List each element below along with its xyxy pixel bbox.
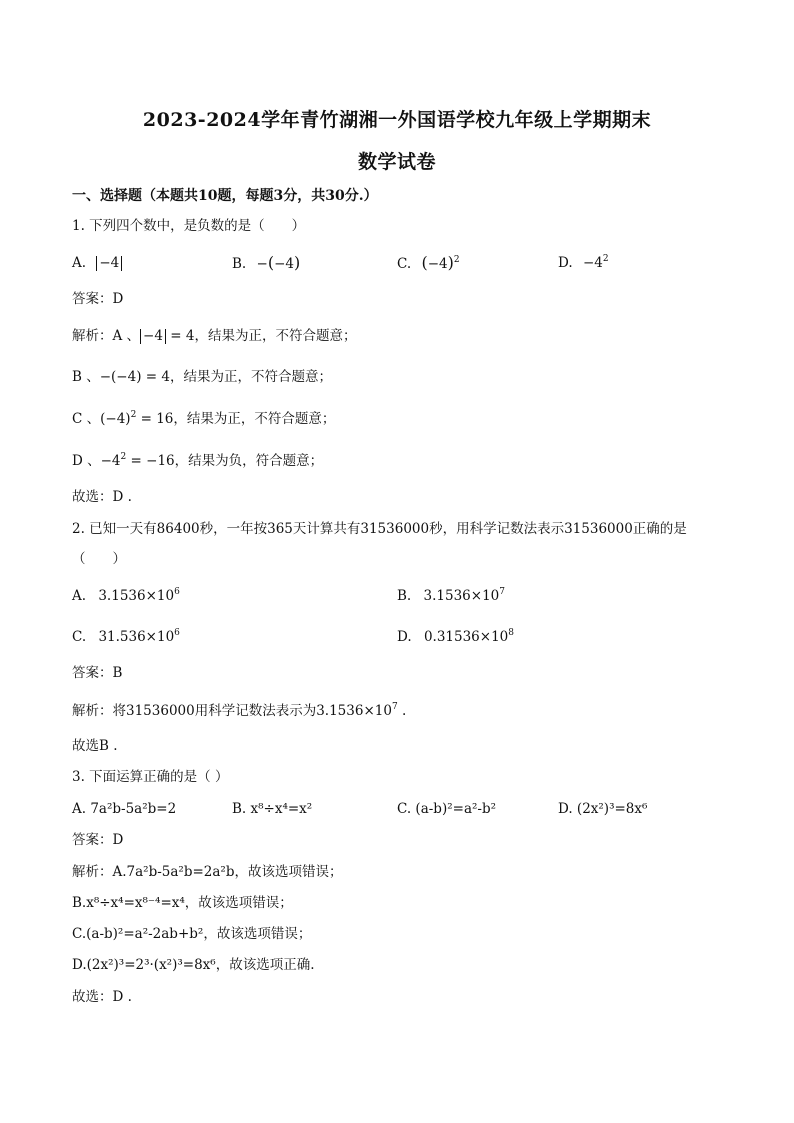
q3-answer: 答案：D — [72, 832, 124, 848]
q1-analysis-b-text: ，结果为正，不符合题意； — [169, 369, 332, 385]
q3-option-b: B. x⁸÷x⁴=x² — [232, 801, 313, 817]
q1-option-c-exp: 2 — [453, 255, 460, 265]
q1-option-b: B. −(−4) — [232, 253, 301, 272]
q1-option-a — [72, 253, 122, 273]
q2-option-a — [72, 586, 180, 606]
q1-analysis-d-label: D 、 — [72, 453, 101, 469]
q3-analysis-b: B.x⁸÷x⁴=x⁸⁻⁴=x⁴，故该选项错误； — [72, 895, 293, 911]
q2-option-b-label: B. — [397, 588, 412, 604]
q3-stem: 3. 下面运算正确的是（ ） — [72, 769, 229, 785]
q2-analysis-exp: 7 — [391, 702, 398, 712]
q2-analysis — [72, 701, 406, 721]
q1-analysis-d-exp: 2 — [120, 452, 127, 462]
q2-option-b-exp: 7 — [499, 587, 505, 597]
q1-analysis-c-eq: = 16 — [136, 411, 174, 427]
q1-analysis-c-exp: 2 — [130, 410, 137, 420]
q3-analysis-a: 解析：A.7a²b-5a²b=2a²b，故该选项错误； — [72, 864, 343, 880]
q2-option-d-label: D. — [397, 629, 412, 645]
q1-analysis-b-label: B 、 — [72, 369, 100, 385]
q2-option-b-value: 3.1536×10 — [423, 588, 500, 604]
q2-stem-line2: （ ） — [72, 551, 126, 567]
q2-analysis-text: 解析：将31536000用科学记数法表示为3.1536×10 — [72, 703, 392, 719]
q2-analysis-end: . — [397, 703, 407, 719]
q1-stem: 1. 下列四个数中，是负数的是（ ） — [72, 218, 306, 234]
q1-analysis-c-text: ，结果为正，不符合题意； — [173, 411, 336, 427]
q2-option-d-exp: 8 — [508, 628, 514, 638]
q2-conclusion: 故选B . — [72, 738, 118, 754]
q1-analysis-c-label: C 、 — [72, 411, 101, 427]
q3-option-c: C. (a-b)²=a²-b² — [397, 801, 497, 817]
section-heading: 一、选择题（本题共10题，每题3分，共30分.） — [72, 188, 378, 204]
q1-analysis-d-text: ，结果为负，符合题意； — [174, 453, 324, 469]
q2-option-c — [72, 627, 180, 647]
q2-option-c-value: 31.536×10 — [98, 629, 175, 645]
q1-option-c-label: C. — [397, 256, 412, 272]
q3-conclusion: 故选：D . — [72, 989, 132, 1005]
q2-option-b — [397, 586, 505, 606]
q1-analysis-a-expr: −4 — [140, 329, 166, 344]
q1-option-a-label: A. — [72, 255, 87, 271]
q3-analysis-c: C.(a-b)²=a²-2ab+b²，故该选项错误； — [72, 926, 312, 942]
q1-analysis-c — [72, 409, 335, 429]
q2-stem-line1: 2. 已知一天有86400秒，一年按365天计算共有31536000秒，用科学记数法表示31536000正确的是 — [72, 521, 687, 537]
q2-option-a-value: 3.1536×10 — [98, 588, 175, 604]
q2-option-c-label: C. — [72, 629, 87, 645]
q1-option-d — [558, 253, 609, 273]
q1-option-b-prefix: − — [256, 256, 268, 272]
q1-analysis-d — [72, 451, 323, 471]
q2-option-c-exp: 6 — [174, 628, 180, 638]
q1-analysis-b-expr: −(−4) = 4 — [99, 369, 170, 385]
q3-option-d: D. (2x²)³=8x⁶ — [558, 801, 648, 817]
q1-analysis-label: 解析：A 、 — [72, 328, 141, 344]
q1-analysis-c-expr: (−4) — [100, 411, 131, 427]
q2-option-a-exp: 6 — [174, 587, 180, 597]
document-title: 2023-2024学年青竹湖湘一外国语学校九年级上学期期末 — [142, 109, 652, 131]
q2-option-a-label: A. — [72, 588, 87, 604]
q1-option-c: C. $(-4)^2$ — [397, 253, 460, 272]
q1-option-d-label: D. — [558, 255, 573, 271]
q1-option-d-exp: 2 — [602, 254, 609, 264]
q2-option-d — [397, 627, 514, 647]
q2-answer: 答案：B — [72, 665, 123, 681]
q1-analysis-b — [72, 367, 332, 387]
q3-option-a: A. 7a²b-5a²b=2 — [72, 801, 177, 817]
q2-option-d-value: 0.31536×10 — [423, 629, 509, 645]
q1-option-b-label: B. — [232, 256, 247, 272]
q1-analysis-d-expr: −4 — [100, 453, 121, 469]
q1-option-d-value: −4 — [582, 255, 603, 271]
q1-answer: 答案：D — [72, 291, 124, 307]
q1-option-a-value: −4 — [96, 256, 122, 271]
document-subtitle: 数学试卷 — [357, 151, 436, 173]
q1-conclusion: 故选：D . — [72, 489, 132, 505]
q3-analysis-d: D.(2x²)³=2³·(x²)³=8x⁶，故该选项正确. — [72, 957, 315, 973]
q1-analysis-a-text: ，结果为正，不符合题意； — [194, 328, 357, 344]
q1-option-b-value: −4 — [274, 256, 294, 272]
q1-option-c-value: −4 — [427, 256, 448, 272]
q1-analysis-a — [72, 326, 356, 346]
q1-analysis-d-eq: = −16 — [126, 453, 175, 469]
q1-analysis-a-eq: = 4 — [170, 328, 195, 344]
